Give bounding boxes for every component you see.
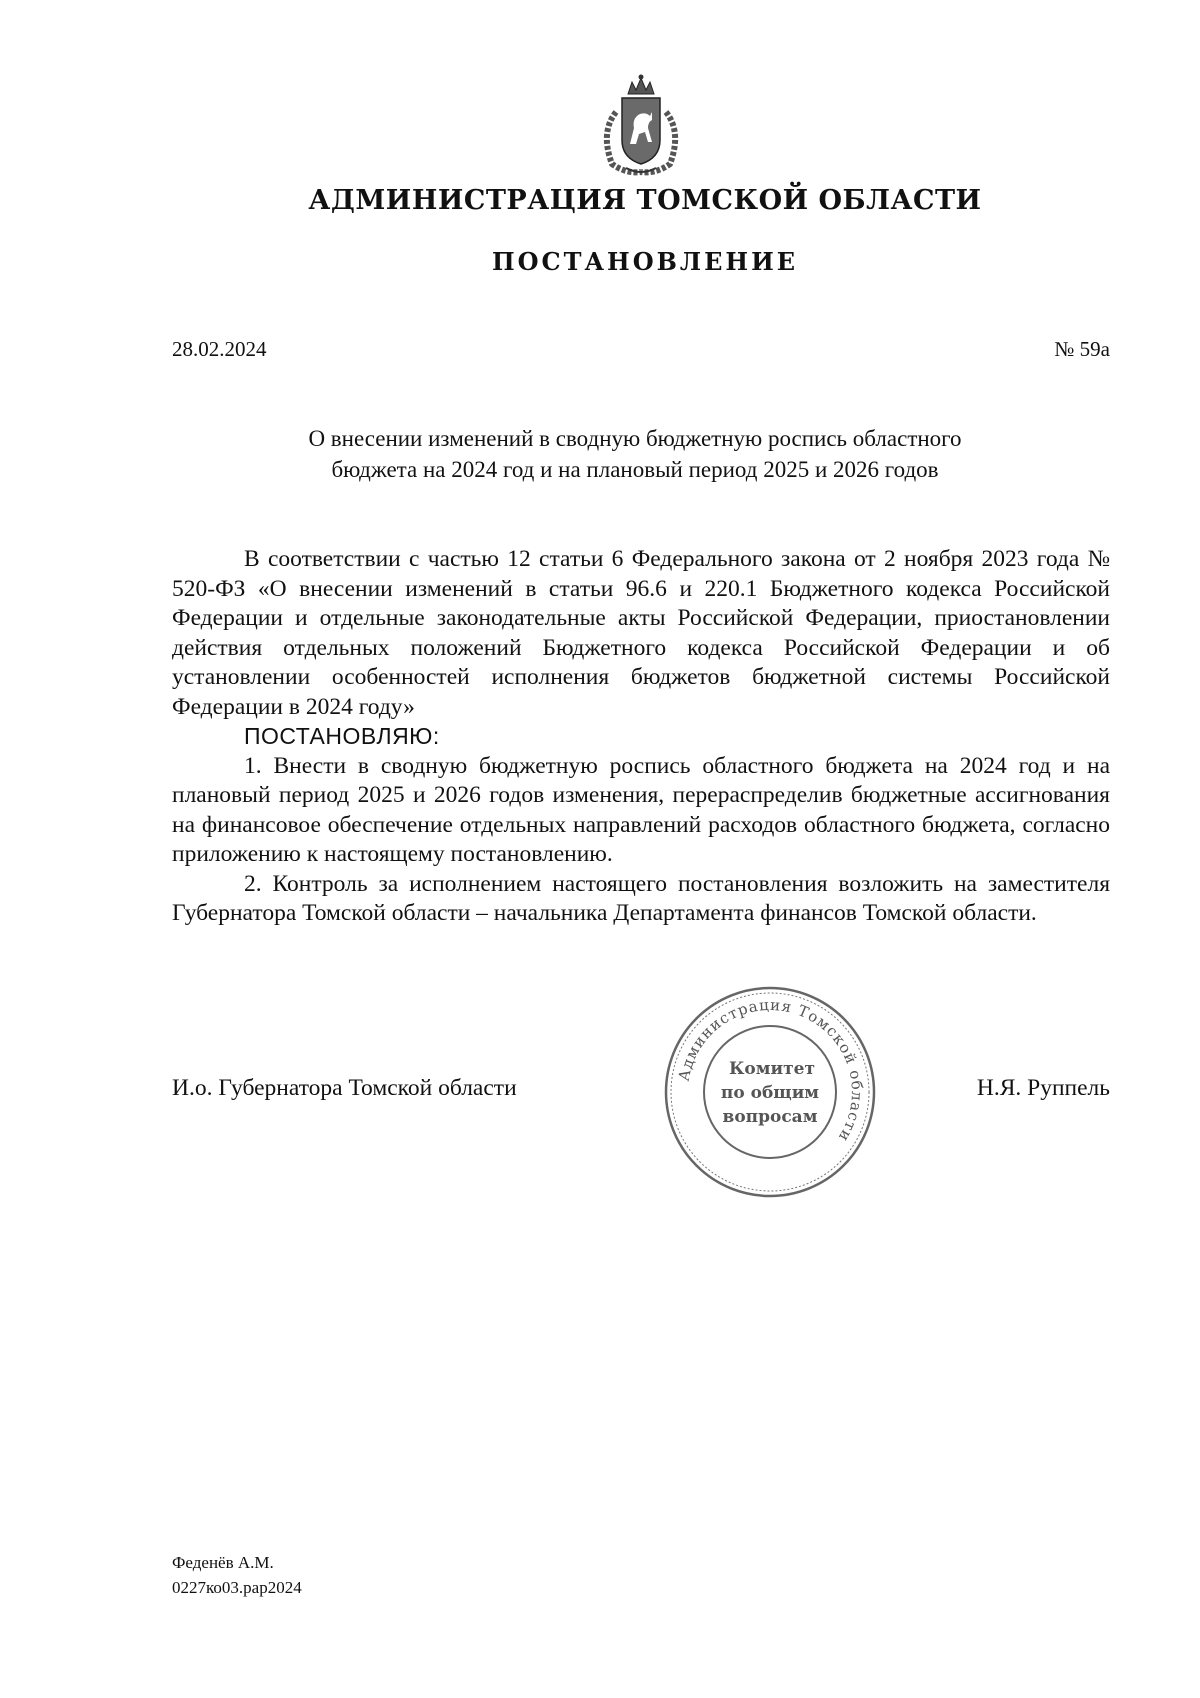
coat-of-arms-emblem xyxy=(586,72,696,182)
stamp-center-line-3: вопросам xyxy=(722,1107,818,1127)
file-code: 0227ко03.рар2024 xyxy=(172,1578,302,1597)
document-number: № 59а xyxy=(1054,337,1110,361)
stamp-center-line-1: Комитет xyxy=(728,1059,816,1079)
footer-block xyxy=(172,1550,302,1600)
organization-title: АДМИНИСТРАЦИЯ ТОМСКОЙ ОБЛАСТИ xyxy=(308,185,982,216)
decree-word: ПОСТАНОВЛЯЮ: xyxy=(244,723,440,749)
signatory-name: Н.Я. Руппель xyxy=(976,1075,1110,1101)
document-body xyxy=(172,545,1110,929)
document-type-title: ПОСТАНОВЛЕНИЕ xyxy=(491,247,799,276)
subject-line-1: О внесении изменений в сводную бюджетную роспись областного xyxy=(308,426,962,451)
subject-line-2: бюджета на 2024 год и на плановый период 2025 и 2026 годов xyxy=(331,457,939,482)
clause-1: 1. Внести в сводную бюджетную роспись областного бюджета на 2024 год и на плановый период 2025 и 2026 годов изменения, перераспределив бюджетные ассигнования на финансовое обеспечение отдельных направлений расходов областного бюджета, согласно приложению к настоящему постановлению. xyxy=(172,752,1110,867)
document-subject xyxy=(240,423,1030,485)
signatory-position: И.о. Губернатора Томской области xyxy=(172,1075,517,1101)
preamble-paragraph: В соответствии с частью 12 статьи 6 Федерального закона от 2 ноября 2023 года № 520-ФЗ «О внесении изменений в статьи 96.6 и 220.1 Бюджетного кодекса Российской Федерации и отдельные законодательные акты Российской Федерации, приостановлении действия отдельных положений Бюджетного кодекса Российской Федерации и об установлении особенностей исполнения бюджетов бюджетной системы Российской Федерации в 2024 году» xyxy=(172,546,1110,720)
document-date: 28.02.2024 xyxy=(172,337,267,361)
stamp-ring-text: Администрация Томской области xyxy=(674,995,867,1146)
executor-name: Феденёв А.М. xyxy=(172,1553,274,1572)
clause-2: 2. Контроль за исполнением настоящего постановления возложить на заместителя Губернатора Томской области – начальника Департамента финансов Томской области. xyxy=(172,870,1110,926)
official-stamp xyxy=(660,982,880,1202)
stamp-center-line-2: по общим xyxy=(720,1083,820,1103)
